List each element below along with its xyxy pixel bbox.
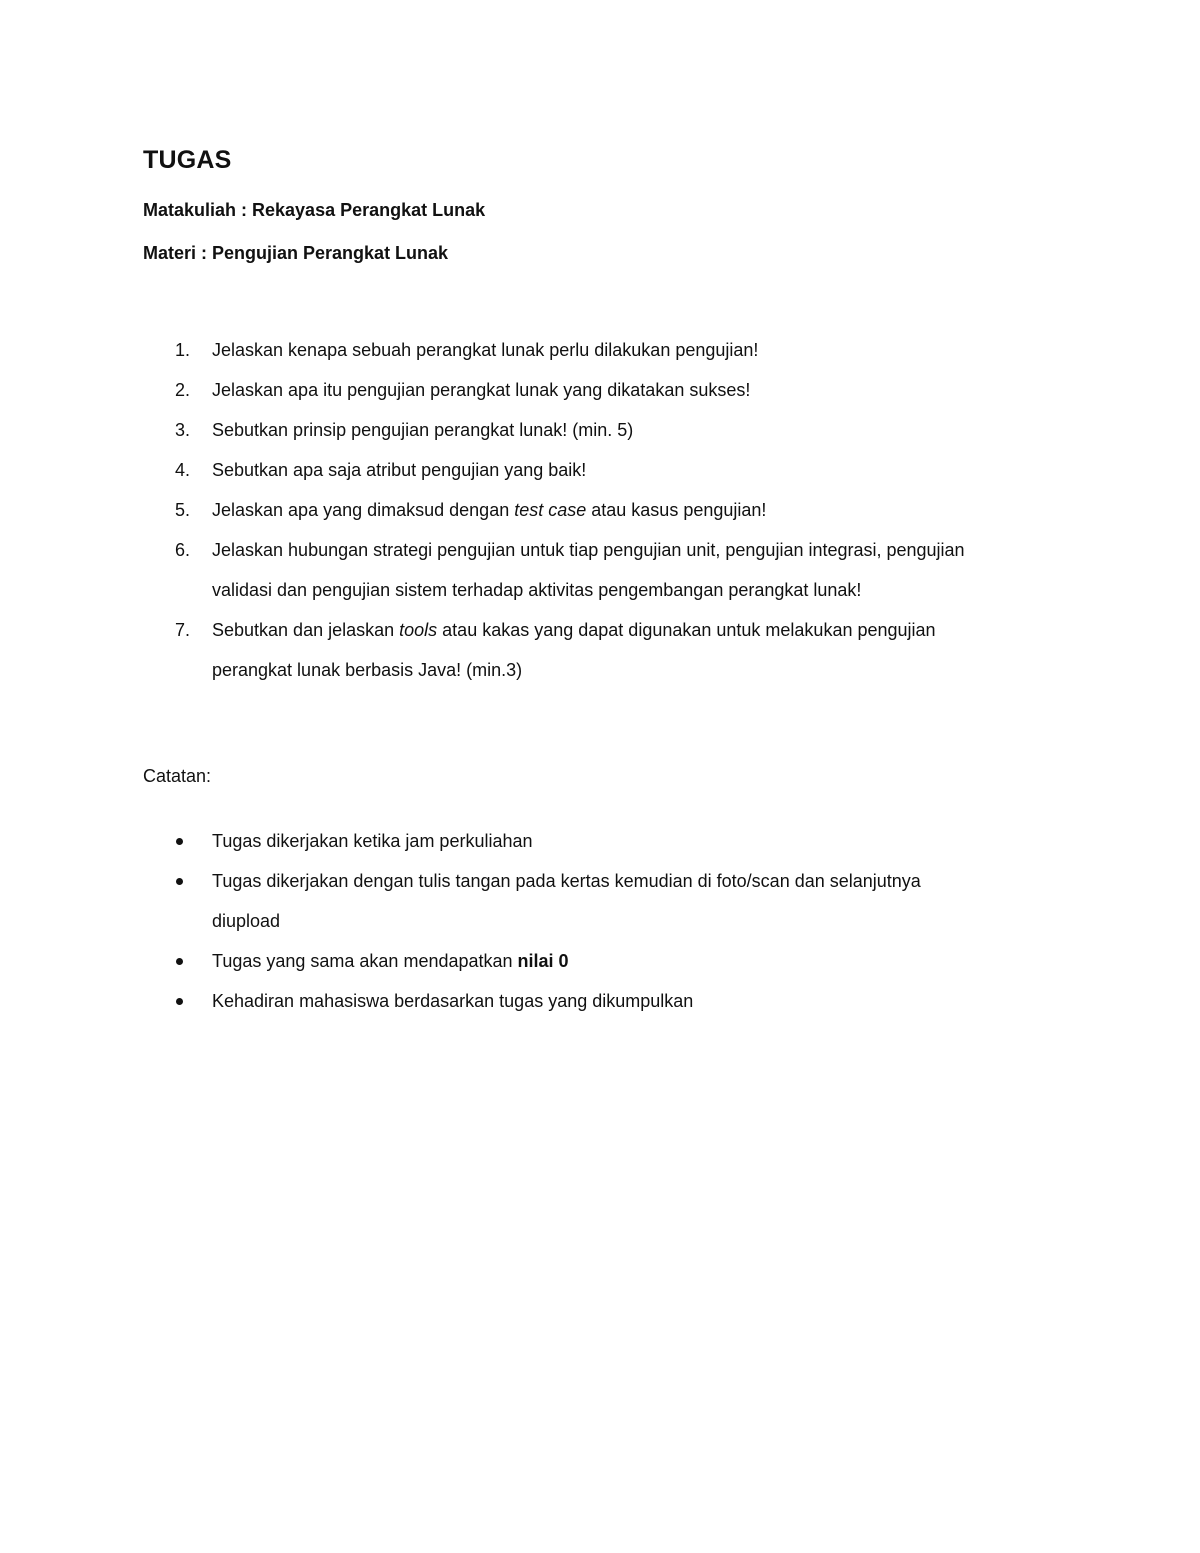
question-text-end: atau kakas yang dapat digunakan untuk melakukan pengujian: [437, 620, 936, 640]
question-number: 4.: [175, 460, 191, 480]
bullet-icon: [176, 878, 183, 885]
question-item-7: [143, 610, 1058, 690]
document-title: TUGAS: [143, 146, 232, 174]
question-text: Jelaskan apa itu pengujian perangkat lunak yang dikatakan sukses!: [212, 380, 751, 400]
notes-list: [143, 821, 1058, 1021]
question-number: 5.: [175, 500, 191, 520]
note-item-3: [143, 941, 1058, 981]
course-line: Matakuliah : Rekayasa Perangkat Lunak: [143, 200, 486, 220]
note-item-1: [143, 821, 1058, 861]
question-number: 6.: [175, 540, 191, 560]
note-item-2: [143, 861, 1058, 941]
bullet-icon: [176, 958, 183, 965]
question-item-2: [143, 370, 1058, 410]
question-number: 1.: [175, 340, 191, 360]
question-text: Jelaskan kenapa sebuah perangkat lunak perlu dilakukan pengujian!: [212, 340, 759, 360]
question-text-line-2: perangkat lunak berbasis Java! (min.3): [212, 660, 523, 680]
note-text: Kehadiran mahasiswa berdasarkan tugas yang dikumpulkan: [212, 991, 694, 1011]
question-item-3: [143, 410, 1058, 450]
question-number: 7.: [175, 620, 191, 640]
note-text-start: Tugas yang sama akan mendapatkan: [212, 951, 518, 971]
question-item-1: [143, 330, 1058, 370]
question-text-start: Sebutkan dan jelaskan: [212, 620, 400, 640]
notes-label: Catatan:: [143, 766, 212, 786]
bullet-icon: [176, 998, 183, 1005]
question-text-start: Jelaskan apa yang dimaksud dengan: [212, 500, 515, 520]
question-italic-term: tools: [399, 620, 438, 640]
question-list: [143, 330, 1058, 690]
question-text-end: atau kasus pengujian!: [586, 500, 767, 520]
question-number: 3.: [175, 420, 191, 440]
bullet-icon: [176, 838, 183, 845]
question-item-4: [143, 450, 1058, 490]
question-item-5: [143, 490, 1058, 530]
note-item-4: [143, 981, 1058, 1021]
note-text: Tugas dikerjakan ketika jam perkuliahan: [212, 831, 533, 851]
note-text-line-1: Tugas dikerjakan dengan tulis tangan pada kertas kemudian di foto/scan dan selanjutnya: [212, 871, 921, 891]
note-text-line-2: diupload: [212, 911, 281, 931]
question-number: 2.: [175, 380, 191, 400]
topic-line: Materi : Pengujian Perangkat Lunak: [143, 243, 449, 263]
question-text: Sebutkan prinsip pengujian perangkat lunak! (min. 5): [212, 420, 634, 440]
note-bold-term: nilai 0: [517, 951, 569, 971]
question-item-6: [143, 530, 1058, 610]
question-italic-term: test case: [514, 500, 587, 520]
document-content: [143, 143, 1058, 1021]
question-text-line-1: Jelaskan hubungan strategi pengujian untuk tiap pengujian unit, pengujian integrasi, pengujian: [212, 540, 965, 560]
question-text-line-2: validasi dan pengujian sistem terhadap aktivitas pengembangan perangkat lunak!: [212, 580, 862, 600]
question-text: Sebutkan apa saja atribut pengujian yang baik!: [212, 460, 587, 480]
